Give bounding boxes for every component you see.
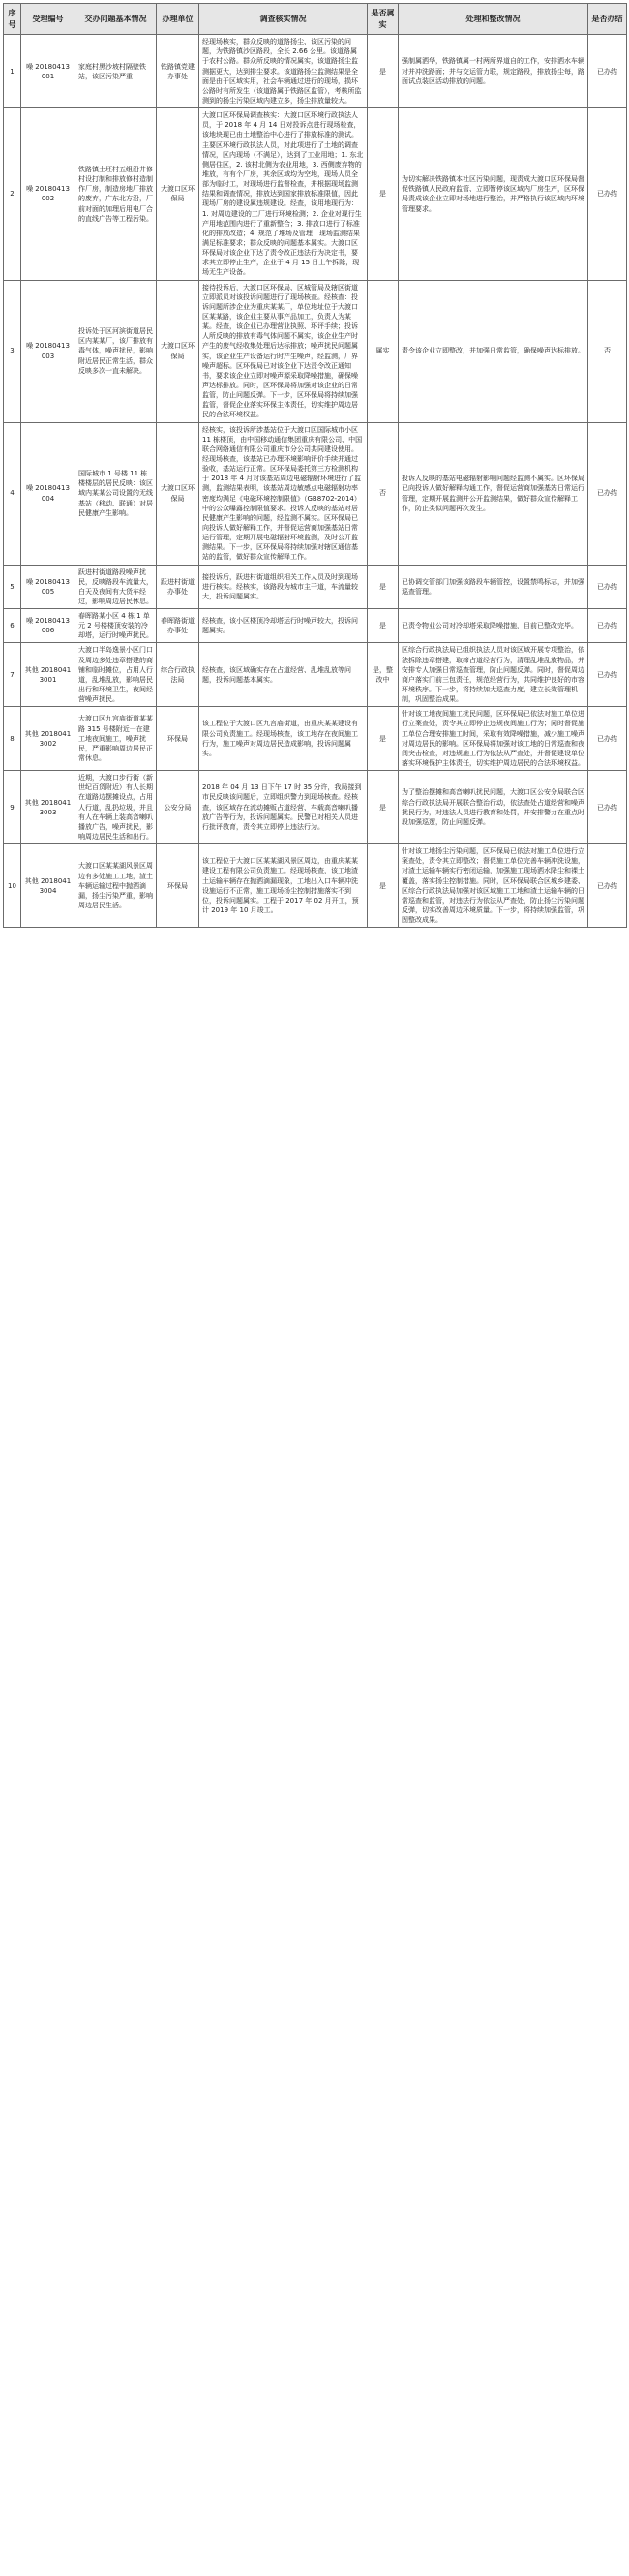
cell-unit: 环保局 (157, 707, 199, 771)
cell-unit: 环保局 (157, 844, 199, 928)
cell-investigation: 接投诉后，跃进村街道组织相关工作人员及时到现场进行核实。经核实，该路段为城市主干道，车流量较大，投诉问题属实。 (199, 565, 368, 609)
cell-closed: 已办结 (588, 609, 627, 643)
cell-closed: 已办结 (588, 565, 627, 609)
cell-closed: 已办结 (588, 108, 627, 280)
cell-investigation: 该工程位于大渡口区九宫庙街道，由重庆某某建设有限公司负责施工。经现场核查，该工地存在夜间施工行为，施工噪声对周边居民造成影响，投诉问题属实。 (199, 707, 368, 771)
cell-unit: 大渡口区环保局 (157, 422, 199, 565)
cell-verified: 是 (368, 108, 399, 280)
cell-no: 3 (4, 280, 21, 422)
complaint-table (3, 3, 627, 928)
cell-problem: 跃进村街道路段噪声扰民，反映路段车流量大，白天及夜间有大货车经过，影响周边居民休息。 (75, 565, 157, 609)
cell-verified: 是 (368, 771, 399, 844)
cell-investigation: 该工程位于大渡口区某某湖风景区周边，由重庆某某建设工程有限公司负责施工。经现场核查，该工地渣土运输车辆存在抛洒滴漏现象，工地出入口车辆冲洗设施运行不正常，施工现场扬尘控制措施落实不到位，投诉问题属实。工程于 2017 年 02 月开工，预计 2019 年 10 月竣工。 (199, 844, 368, 928)
header-closed: 是否办结 (588, 4, 627, 35)
cell-investigation: 经现场核实，群众反映的道路扬尘、该区污染的问题，为铁路镇沙区路段，全长 2.66 公里。该道路属于农村公路。群众所反映的情况属实，该道路扬尘监测据更大，达到排尘要求。该道路扬尘监测结果是全面是由于区域实用，社会车辆通过进行的现场，损坏公路时有所发生（该道路属于铁路区监管），考核所监测到的扬尘污染区域内建立多，扬尘排放量较大。 (199, 35, 368, 108)
cell-verified: 否 (368, 422, 399, 565)
cell-investigation: 经核查，该小区楼顶冷却塔运行时噪声较大，投诉问题属实。 (199, 609, 368, 643)
cell-id: 噪 20180413002 (21, 108, 75, 280)
cell-closed: 已办结 (588, 707, 627, 771)
table-row (4, 422, 627, 565)
cell-handling: 投诉人反映的基站电磁辐射影响问题经监测不属实。区环保局已向投诉人做好解释沟通工作，督促运营商加强基站日常运行管理，定期开展监测并公开监测结果，做好群众宣传解释工作，防止类似问题再次发生。 (399, 422, 588, 565)
cell-closed: 已办结 (588, 35, 627, 108)
table-row (4, 35, 627, 108)
cell-handling: 已责令物业公司对冷却塔采取降噪措施，目前已整改完毕。 (399, 609, 588, 643)
cell-id: 其他 20180413002 (21, 707, 75, 771)
cell-investigation: 经核查，该区域确实存在占道经营、乱堆乱放等问题，投诉问题基本属实。 (199, 643, 368, 707)
header-id: 受理编号 (21, 4, 75, 35)
cell-id: 噪 20180413001 (21, 35, 75, 108)
cell-unit: 铁路镇党建办事处 (157, 35, 199, 108)
cell-id: 噪 20180413003 (21, 280, 75, 422)
header-verified: 是否属实 (368, 4, 399, 35)
table-row (4, 565, 627, 609)
cell-problem: 春晖路某小区 4 栋 1 单元 2 号楼楼顶安装的冷却塔，运行时噪声扰民。 (75, 609, 157, 643)
cell-handling: 为切实解决铁路镇本社区污染问题，现责成大渡口区环保局督促铁路镇人民政府监管、立即暂停该区域内厂房生产，区环保局责成该企业立即对场地进行整治，并严格执行该区域内环境管理要求。 (399, 108, 588, 280)
cell-id: 其他 20180413003 (21, 771, 75, 844)
cell-unit: 综合行政执法局 (157, 643, 199, 707)
header-problem: 交办问题基本情况 (75, 4, 157, 35)
cell-verified: 属实 (368, 280, 399, 422)
table-row (4, 771, 627, 844)
cell-investigation: 经核实，该投诉所涉基站位于大渡口区国际城市小区 11 栋楼顶，由中国移动通信集团重庆有限公司、中国联合网络通信有限公司重庆市分公司共同建设使用。经现场核查，该基站已办理环境影响评价手续并通过验收，基站运行正常。区环保局委托第三方检测机构于 2018 年 4 月对该基站周边电磁辐射环境进行了监测，监测结果表明，该基站周边敏感点电磁辐射功率密度均满足《电磁环境控制限值》（GB8702-2014）中的公众曝露控制限值要求。投诉人反映的基站对居民健康产生影响的问题，经监测不属实。区环保局已向投诉人做好解释工作，并督促运营商加强基站日常运行管理，定期开展电磁辐射环境监测，及时公开监测结果。下一步，区环保局将持续加强对辖区通信基站的监管，做好群众宣传解释工作。 (199, 422, 368, 565)
cell-id: 其他 20180413001 (21, 643, 75, 707)
table-row (4, 609, 627, 643)
cell-investigation: 大渡口区环保局调查核实：大渡口区环境行政执法人员，于 2018 年 4 月 14 日对投诉点进行现场检查，该地块现已由土地整治中心进行了排放标准的测试。主要区环境行政执法人员，对此项进行了土地的调查情况，区内现场（不满足），达到了工业用地；1. 东北侧居住区，2. 该村北侧为农业用地，3. 西侧废弃物的堆放，有有个厂房，其余区域均为空地，现场人员全部为临时工，对现场进行监督检查，并根据现场监测结果和调查情况，排放达到国家排放标准限值，因此现场厂房的建设属违规建设。经查，该用地现行为：1. 对周边建设的工厂进行环境检测；2. 企业对现行生产用地范围内进行了重新整合；3. 排放口进行了标准化的排放改造；4. 规范了堆场及管理：现场监测结果满足标准要求；群众反映的问题基本属实。大渡口区环保局对该企业下达了责令改正违法行为决定书，要求其立即停止生产，企业于 4 月 15 日上午拆除，现场无生产设备。 (199, 108, 368, 280)
header-investigation: 调查核实情况 (199, 4, 368, 35)
table-header-row (4, 4, 627, 35)
header-handling: 处理和整改情况 (399, 4, 588, 35)
cell-handling: 责令该企业立即整改，并加强日常监管，确保噪声达标排放。 (399, 280, 588, 422)
cell-verified: 是，整改中 (368, 643, 399, 707)
cell-handling: 已协调交管部门加强该路段车辆管控，设置禁鸣标志，并加强巡查管理。 (399, 565, 588, 609)
cell-problem: 国际城市 1 号楼 11 栋楼楼层的居民反映：该区域内某某公司设置的无线基站（移动、联通）对居民健康产生影响。 (75, 422, 157, 565)
cell-handling: 为了整治摆摊和高音喇叭扰民问题，大渡口区公安分局联合区综合行政执法局开展联合整治行动，依法查处占道经营和噪声扰民行为，对违法人员进行教育和处罚，并安排警力在重点时段加强巡逻，防止问题反弹。 (399, 771, 588, 844)
cell-handling: 强制属洒华，铁路镇属一村两所界道自的工作，安排洒水车辆对并冲洗路面；并与交运管力联，规定路段，排放扬尘每，路面试点装区活动排放的问题。 (399, 35, 588, 108)
header-no: 序号 (4, 4, 21, 35)
table-row (4, 108, 627, 280)
cell-unit: 春晖路街道办事处 (157, 609, 199, 643)
table-row (4, 707, 627, 771)
cell-unit: 公安分局 (157, 771, 199, 844)
cell-closed: 已办结 (588, 643, 627, 707)
cell-no: 5 (4, 565, 21, 609)
cell-closed: 已办结 (588, 771, 627, 844)
cell-id: 噪 20180413004 (21, 422, 75, 565)
cell-id: 其他 20180413004 (21, 844, 75, 928)
cell-verified: 是 (368, 844, 399, 928)
cell-id: 噪 20180413005 (21, 565, 75, 609)
cell-unit: 大渡口区环保局 (157, 280, 199, 422)
cell-no: 1 (4, 35, 21, 108)
cell-unit: 跃进村街道办事处 (157, 565, 199, 609)
cell-no: 6 (4, 609, 21, 643)
cell-no: 4 (4, 422, 21, 565)
cell-closed: 否 (588, 280, 627, 422)
cell-problem: 大渡口区九宫庙街道某某路 315 号楼附近一在建工地夜间施工，噪声扰民，严重影响周边居民正常休息。 (75, 707, 157, 771)
cell-handling: 区综合行政执法局已组织执法人员对该区域开展专项整治，依法拆除违章搭建，取缔占道经营行为，清理乱堆乱放物品，并安排专人加强日常巡查管理，防止问题反弹。同时，督促周边商户落实门前三包责任，规范经营行为，共同维护良好的市容环境秩序。下一步，将持续加大巡查力度，建立长效管理机制，巩固整治成果。 (399, 643, 588, 707)
cell-verified: 是 (368, 609, 399, 643)
table-row (4, 844, 627, 928)
cell-id: 噪 20180413006 (21, 609, 75, 643)
cell-investigation: 接待投诉后，大渡口区环保局、区城管局及辖区街道立即派员对该投诉问题进行了现场核查。经核查：投诉问题所涉企业为重庆某某厂，单位地址位于大渡口区某某路，该企业主要从事产品加工，负责人为某某。经查，该企业已办理营业执照、环评手续；投诉人所反映的排放有毒气体问题不属实，该企业生产时产生的废气经收集处理后达标排放；噪声扰民问题属实，该企业生产设备运行时产生噪声，经监测，厂界噪声超标。区环保局已对该企业下达责令改正通知书，要求该企业立即对噪声源采取降噪措施，确保噪声达标排放。同时，区环保局将加强对该企业的日常监管，防止问题反弹。下一步，区环保局将持续加强监管，督促企业落实环保主体责任，切实维护周边居民的合法环境权益。 (199, 280, 368, 422)
report-container (3, 3, 626, 928)
cell-problem: 大渡口半岛逸景小区门口及周边多处违章搭建的商铺和临时摊位，占用人行道，乱堆乱放，影响居民出行和环境卫生，夜间经营噪声扰民。 (75, 643, 157, 707)
cell-problem: 投诉处于区河滨街道居民区内某某厂，该厂排放有毒气体，噪声扰民，影响附近居民正常生活，群众反映多次一直未解决。 (75, 280, 157, 422)
cell-no: 7 (4, 643, 21, 707)
cell-verified: 是 (368, 565, 399, 609)
cell-no: 2 (4, 108, 21, 280)
cell-no: 10 (4, 844, 21, 928)
cell-unit: 大渡口区环保局 (157, 108, 199, 280)
cell-closed: 已办结 (588, 844, 627, 928)
cell-problem: 家庭村黑沙坡村隔壁铁站，该区污染严重 (75, 35, 157, 108)
cell-verified: 是 (368, 707, 399, 771)
cell-investigation: 2018 年 04 月 13 日下午 17 时 35 分许，我局接到市民反映该问题后，立即组织警力到现场核查。经核查，该区域存在流动摊贩占道经营、车载高音喇叭播放广告等行为，投诉问题属实。民警已对相关人员进行批评教育，责令其立即停止违法行为。 (199, 771, 368, 844)
table-row (4, 643, 627, 707)
header-unit: 办理单位 (157, 4, 199, 35)
cell-problem: 近期，大渡口步行街（新世纪百货附近）有人长期在道路边摆摊设点，占用人行道，乱扔垃圾，并且有人在车辆上装高音喇叭播放广告，噪声扰民，影响周边居民生活和出行。 (75, 771, 157, 844)
cell-problem: 铁路镇土坯村五组沿井修村设打制和排放修村造制作厂房，制造房地厂排放的废弃，广东北方沿，厂前对面的加理后用电厂合的直线广告等工程污染。 (75, 108, 157, 280)
cell-verified: 是 (368, 35, 399, 108)
cell-handling: 针对该工地扬尘污染问题，区环保局已依法对施工单位进行立案查处，责令其立即整改；督促施工单位完善车辆冲洗设施，对渣土运输车辆实行密闭运输，加强施工现场洒水降尘和裸土覆盖，落实扬尘控制措施。同时，区环保局联合区城乡建委、区综合行政执法局加强对该区域施工工地和渣土运输车辆的日常巡查和监管，对违法行为依法从严查处，防止扬尘污染问题反弹，切实改善周边环境质量。下一步，将持续加强监管，巩固整改成果。 (399, 844, 588, 928)
table-row (4, 280, 627, 422)
cell-no: 9 (4, 771, 21, 844)
cell-handling: 针对该工地夜间施工扰民问题，区环保局已依法对施工单位进行立案查处，责令其立即停止违规夜间施工行为；同时督促施工单位合理安排施工时间，采取有效降噪措施，减少施工噪声对周边居民的影响。区环保局将加强对该工地的日常巡查和夜间突击检查，对违规施工行为依法从严查处，并督促建设单位落实环境保护主体责任，切实维护周边居民的合法环境权益。 (399, 707, 588, 771)
cell-problem: 大渡口区某某湖风景区周边有多处施工工地，渣土车辆运输过程中抛洒滴漏，扬尘污染严重，影响周边居民生活。 (75, 844, 157, 928)
cell-no: 8 (4, 707, 21, 771)
cell-closed: 已办结 (588, 422, 627, 565)
